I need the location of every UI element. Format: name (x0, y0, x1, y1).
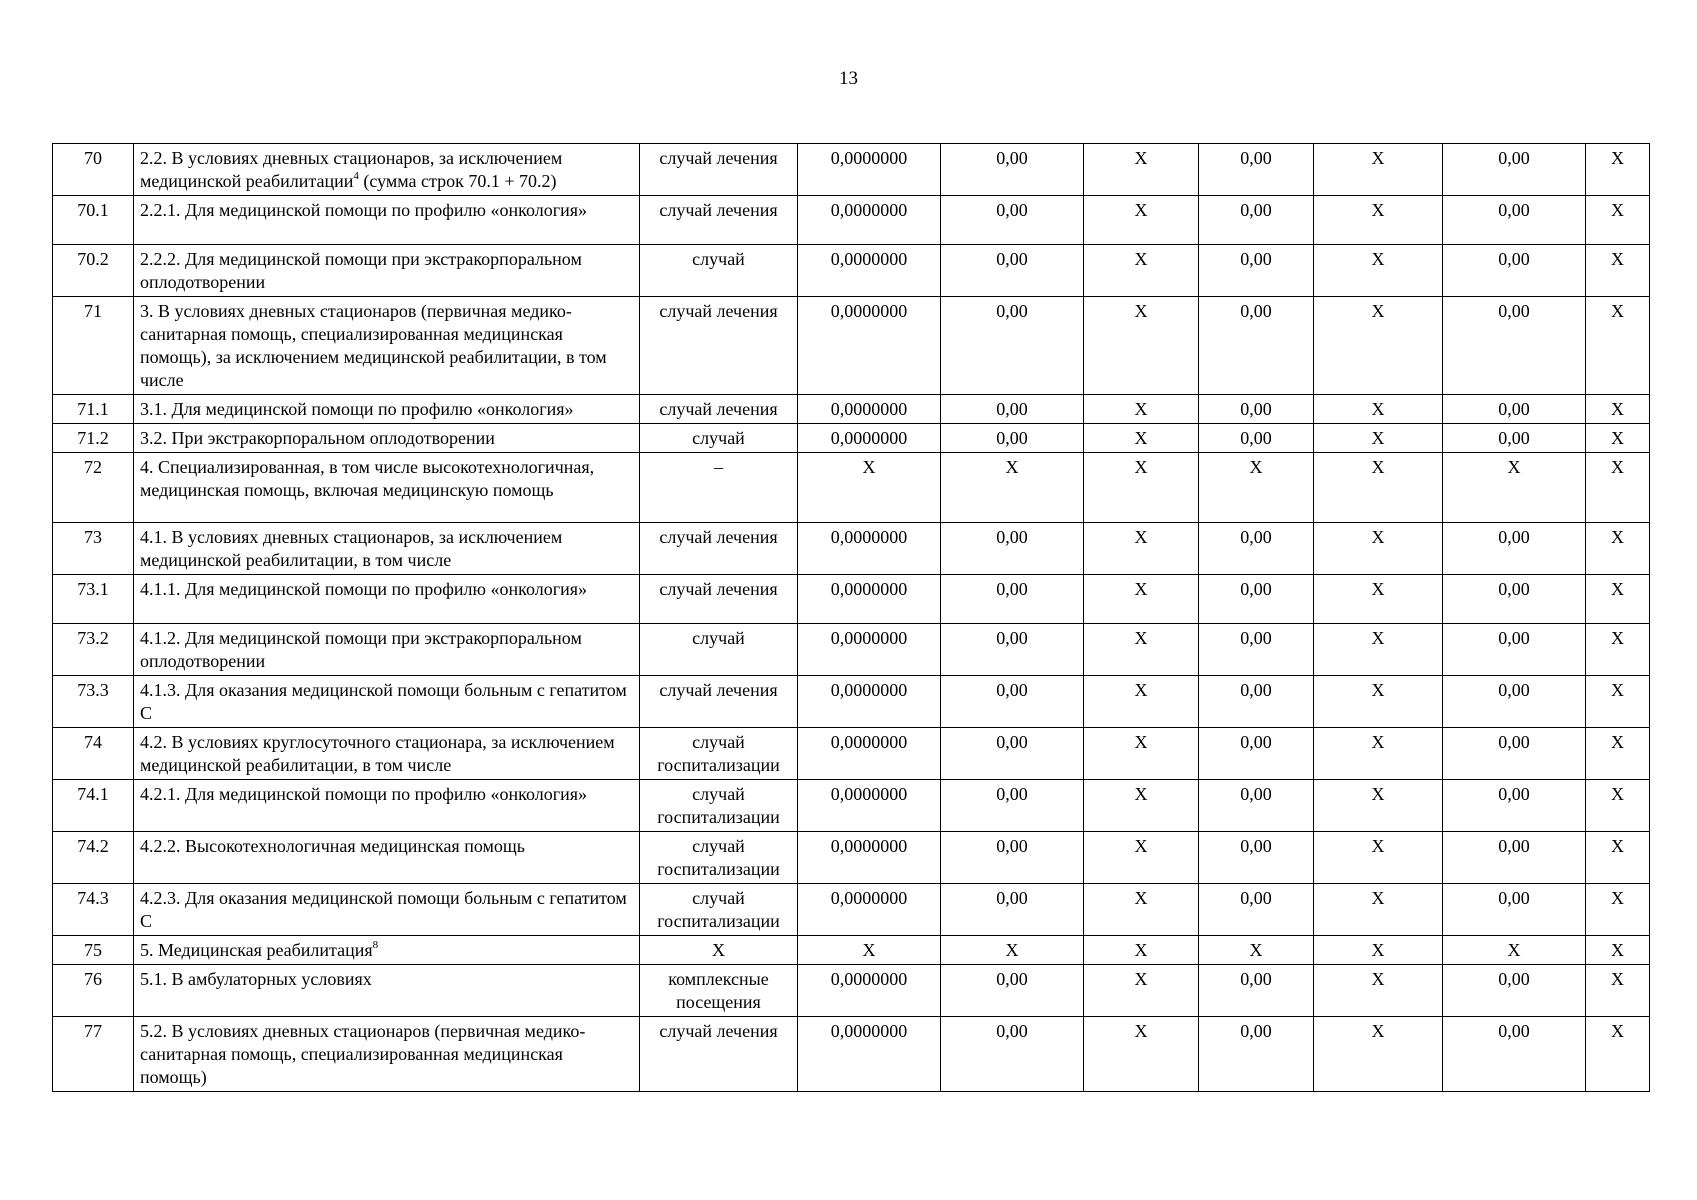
value-cell: X (1199, 936, 1314, 965)
row-name-text: 4.2.3. Для оказания медицинской помощи больным с гепатитом С (140, 888, 627, 931)
value-cell: X (1586, 676, 1650, 728)
row-name-text: 2.2.1. Для медицинской помощи по профилю «онкология» (140, 200, 587, 220)
row-number-cell: 74 (53, 728, 134, 780)
value-cell: 0,0000000 (798, 728, 941, 780)
value-cell: 0,00 (941, 884, 1084, 936)
value-cell: X (1084, 424, 1199, 453)
value-cell: X (1586, 832, 1650, 884)
value-cell: X (1586, 297, 1650, 395)
value-cell: 0,00 (1199, 728, 1314, 780)
value-cell: X (1586, 936, 1650, 965)
value-cell: X (1084, 523, 1199, 575)
value-cell: 0,00 (1443, 523, 1586, 575)
value-cell: 0,00 (941, 196, 1084, 245)
value-cell: 0,0000000 (798, 965, 941, 1017)
value-cell: 0,00 (1199, 297, 1314, 395)
value-cell: 0,00 (1443, 624, 1586, 676)
unit-cell: случай (640, 245, 798, 297)
row-name-cell (134, 728, 640, 780)
value-cell: X (1084, 144, 1199, 196)
unit-cell: X (640, 936, 798, 965)
value-cell: 0,0000000 (798, 395, 941, 424)
table-row (53, 728, 1650, 780)
row-name-text: 3. В условиях дневных стационаров (первичная медико-санитарная помощь, специализированная медицинская помощь), за исключением медицинской реабилитации, в том числе (140, 301, 607, 390)
value-cell: 0,0000000 (798, 196, 941, 245)
value-cell: X (1199, 453, 1314, 523)
footnote-marker: 8 (372, 939, 379, 951)
value-cell: X (1314, 832, 1443, 884)
value-cell: X (1314, 884, 1443, 936)
row-number-cell: 72 (53, 453, 134, 523)
value-cell: 0,0000000 (798, 884, 941, 936)
row-number-cell: 77 (53, 1017, 134, 1092)
value-cell: X (1084, 395, 1199, 424)
value-cell: 0,0000000 (798, 245, 941, 297)
unit-cell: случай госпитализации (640, 832, 798, 884)
row-name-text: 4.1. В условиях дневных стационаров, за исключением медицинской реабилитации, в том числе (140, 527, 563, 570)
value-cell: X (1586, 196, 1650, 245)
value-cell: X (1084, 453, 1199, 523)
value-cell: 0,0000000 (798, 1017, 941, 1092)
unit-cell: случай госпитализации (640, 780, 798, 832)
value-cell: 0,00 (941, 424, 1084, 453)
row-name-cell (134, 1017, 640, 1092)
row-name-text: 4.2.1. Для медицинской помощи по профилю «онкология» (140, 784, 587, 804)
value-cell: 0,00 (1199, 965, 1314, 1017)
page-number: 13 (839, 68, 858, 89)
row-name-cell (134, 245, 640, 297)
table-row (53, 832, 1650, 884)
unit-cell: случай лечения (640, 575, 798, 624)
value-cell: X (1084, 245, 1199, 297)
value-cell: X (1314, 936, 1443, 965)
value-cell: X (1314, 523, 1443, 575)
value-cell: X (798, 453, 941, 523)
value-cell: 0,00 (941, 676, 1084, 728)
row-number-cell: 73.1 (53, 575, 134, 624)
unit-cell: – (640, 453, 798, 523)
value-cell: 0,0000000 (798, 832, 941, 884)
value-cell: 0,00 (1443, 832, 1586, 884)
value-cell: X (1586, 965, 1650, 1017)
value-cell: X (1586, 424, 1650, 453)
table-row (53, 424, 1650, 453)
value-cell: 0,00 (1199, 395, 1314, 424)
value-cell: 0,00 (941, 575, 1084, 624)
value-cell: 0,00 (1199, 424, 1314, 453)
value-cell: 0,00 (1199, 523, 1314, 575)
value-cell: 0,00 (1443, 676, 1586, 728)
row-number-cell: 71.2 (53, 424, 134, 453)
value-cell: 0,0000000 (798, 676, 941, 728)
row-number-cell: 74.2 (53, 832, 134, 884)
table-row (53, 523, 1650, 575)
value-cell: 0,00 (1199, 245, 1314, 297)
table-row (53, 624, 1650, 676)
value-cell: X (1586, 884, 1650, 936)
row-name-text: 4.2. В условиях круглосуточного стационара, за исключением медицинской реабилитации, в том числе (140, 732, 615, 775)
row-number-cell: 74.3 (53, 884, 134, 936)
value-cell: X (1586, 624, 1650, 676)
value-cell: 0,00 (941, 245, 1084, 297)
value-cell: 0,00 (1443, 297, 1586, 395)
row-name-cell (134, 575, 640, 624)
value-cell: 0,00 (1443, 395, 1586, 424)
value-cell: X (1443, 936, 1586, 965)
row-name-text: 5.1. В амбулаторных условиях (140, 969, 372, 989)
unit-cell: случай лечения (640, 1017, 798, 1092)
value-cell: 0,00 (1199, 676, 1314, 728)
row-number-cell: 70.1 (53, 196, 134, 245)
table-row (53, 144, 1650, 196)
unit-cell: случай (640, 624, 798, 676)
value-cell: 0,00 (941, 395, 1084, 424)
unit-cell: случай лечения (640, 523, 798, 575)
value-cell: X (1586, 395, 1650, 424)
value-cell: X (798, 936, 941, 965)
row-name-text: 4.1.1. Для медицинской помощи по профилю «онкология» (140, 579, 587, 599)
value-cell: 0,00 (1199, 575, 1314, 624)
row-name-cell (134, 196, 640, 245)
table-row (53, 395, 1650, 424)
table-row (53, 196, 1650, 245)
value-cell: X (1586, 523, 1650, 575)
value-cell: X (1314, 144, 1443, 196)
row-name-cell (134, 453, 640, 523)
value-cell: 0,00 (1443, 245, 1586, 297)
value-cell: 0,00 (941, 780, 1084, 832)
value-cell: 0,0000000 (798, 424, 941, 453)
row-name-text: 4.1.2. Для медицинской помощи при экстракорпоральном оплодотворении (140, 628, 582, 671)
value-cell: 0,00 (1443, 728, 1586, 780)
table-row (53, 676, 1650, 728)
value-cell: 0,00 (1443, 884, 1586, 936)
unit-cell: случай лечения (640, 395, 798, 424)
value-cell: X (1084, 728, 1199, 780)
value-cell: X (1314, 395, 1443, 424)
value-cell: 0,00 (1199, 1017, 1314, 1092)
table-row (53, 453, 1650, 523)
row-name-text: 4.1.3. Для оказания медицинской помощи больным с гепатитом С (140, 680, 627, 723)
value-cell: 0,0000000 (798, 780, 941, 832)
value-cell: 0,00 (1199, 780, 1314, 832)
row-name-cell (134, 936, 640, 965)
value-cell: X (1314, 624, 1443, 676)
value-cell: X (1084, 1017, 1199, 1092)
value-cell: X (1084, 297, 1199, 395)
table-row (53, 575, 1650, 624)
value-cell: 0,0000000 (798, 297, 941, 395)
value-cell: X (1084, 196, 1199, 245)
unit-cell: случай лечения (640, 196, 798, 245)
unit-cell: случай лечения (640, 297, 798, 395)
value-cell: 0,00 (941, 832, 1084, 884)
row-number-cell: 74.1 (53, 780, 134, 832)
row-number-cell: 76 (53, 965, 134, 1017)
data-table (52, 143, 1650, 1092)
row-name-text: 4.2.2. Высокотехнологичная медицинская помощь (140, 836, 525, 856)
value-cell: 0,00 (1199, 884, 1314, 936)
row-number-cell: 70 (53, 144, 134, 196)
row-name-text: 4. Специализированная, в том числе высокотехнологичная, медицинская помощь, включая медицинскую помощь (140, 457, 595, 500)
table-row (53, 1017, 1650, 1092)
row-name-cell (134, 523, 640, 575)
value-cell: X (1586, 245, 1650, 297)
value-cell: 0,00 (1443, 780, 1586, 832)
value-cell: 0,00 (1443, 196, 1586, 245)
table-row (53, 936, 1650, 965)
row-number-cell: 75 (53, 936, 134, 965)
unit-cell: случай госпитализации (640, 728, 798, 780)
value-cell: X (1314, 424, 1443, 453)
value-cell: X (1314, 575, 1443, 624)
value-cell: X (1084, 676, 1199, 728)
row-name-cell (134, 676, 640, 728)
value-cell: 0,00 (1199, 196, 1314, 245)
table-row (53, 245, 1650, 297)
row-number-cell: 73 (53, 523, 134, 575)
row-name-cell (134, 780, 640, 832)
row-name-cell (134, 424, 640, 453)
row-name-text: 2.2. В условиях дневных стационаров, за исключением медицинской реабилитации (140, 148, 563, 191)
value-cell: 0,00 (1199, 144, 1314, 196)
unit-cell: случай лечения (640, 676, 798, 728)
value-cell: X (1443, 453, 1586, 523)
value-cell: X (1084, 780, 1199, 832)
table-row (53, 965, 1650, 1017)
unit-cell: случай лечения (640, 144, 798, 196)
value-cell: X (941, 936, 1084, 965)
value-cell: X (1084, 575, 1199, 624)
value-cell: X (1084, 936, 1199, 965)
row-number-cell: 71.1 (53, 395, 134, 424)
unit-cell: случай (640, 424, 798, 453)
table-row (53, 780, 1650, 832)
value-cell: X (1586, 144, 1650, 196)
value-cell: 0,00 (941, 728, 1084, 780)
row-number-cell: 71 (53, 297, 134, 395)
value-cell: 0,00 (1199, 832, 1314, 884)
row-name-text: 3.1. Для медицинской помощи по профилю «онкология» (140, 399, 574, 419)
row-name-cell (134, 297, 640, 395)
row-name-suffix: (сумма строк 70.1 + 70.2) (358, 171, 557, 191)
value-cell: X (1314, 245, 1443, 297)
value-cell: X (1586, 453, 1650, 523)
value-cell: 0,0000000 (798, 575, 941, 624)
value-cell: 0,0000000 (798, 624, 941, 676)
value-cell: X (1314, 297, 1443, 395)
value-cell: 0,00 (941, 1017, 1084, 1092)
value-cell: X (1084, 832, 1199, 884)
table-body (53, 144, 1650, 1092)
row-name-text: 3.2. При экстракорпоральном оплодотворении (140, 428, 495, 448)
value-cell: 0,00 (1443, 965, 1586, 1017)
value-cell: X (941, 453, 1084, 523)
value-cell: 0,00 (1199, 624, 1314, 676)
value-cell: X (1314, 453, 1443, 523)
value-cell: X (1586, 728, 1650, 780)
value-cell: X (1314, 728, 1443, 780)
value-cell: 0,00 (941, 624, 1084, 676)
row-number-cell: 70.2 (53, 245, 134, 297)
row-name-cell (134, 144, 640, 196)
value-cell: X (1314, 676, 1443, 728)
row-name-cell (134, 965, 640, 1017)
value-cell: 0,00 (1443, 424, 1586, 453)
value-cell: 0,00 (941, 297, 1084, 395)
value-cell: 0,00 (1443, 1017, 1586, 1092)
value-cell: X (1586, 575, 1650, 624)
value-cell: X (1084, 965, 1199, 1017)
value-cell: X (1586, 1017, 1650, 1092)
value-cell: X (1586, 780, 1650, 832)
value-cell: X (1084, 624, 1199, 676)
value-cell: X (1314, 965, 1443, 1017)
value-cell: 0,00 (941, 523, 1084, 575)
value-cell: 0,0000000 (798, 144, 941, 196)
row-name-cell (134, 395, 640, 424)
value-cell: X (1314, 196, 1443, 245)
row-name-cell (134, 884, 640, 936)
row-name-text: 2.2.2. Для медицинской помощи при экстракорпоральном оплодотворении (140, 249, 582, 292)
row-number-cell: 73.3 (53, 676, 134, 728)
row-name-text: 5.2. В условиях дневных стационаров (первичная медико-санитарная помощь, специализированная медицинская помощь) (140, 1021, 586, 1087)
unit-cell: случай госпитализации (640, 884, 798, 936)
value-cell: X (1314, 780, 1443, 832)
value-cell: 0,0000000 (798, 523, 941, 575)
row-name-cell (134, 832, 640, 884)
value-cell: X (1314, 1017, 1443, 1092)
value-cell: 0,00 (941, 965, 1084, 1017)
row-number-cell: 73.2 (53, 624, 134, 676)
table-row (53, 884, 1650, 936)
table-row (53, 297, 1650, 395)
footnote-marker: 4 (353, 170, 359, 182)
value-cell: X (1084, 884, 1199, 936)
unit-cell: комплексные посещения (640, 965, 798, 1017)
value-cell: 0,00 (1443, 575, 1586, 624)
value-cell: 0,00 (941, 144, 1084, 196)
row-name-text: 5. Медицинская реабилитация (140, 940, 373, 960)
row-name-cell (134, 624, 640, 676)
value-cell: 0,00 (1443, 144, 1586, 196)
